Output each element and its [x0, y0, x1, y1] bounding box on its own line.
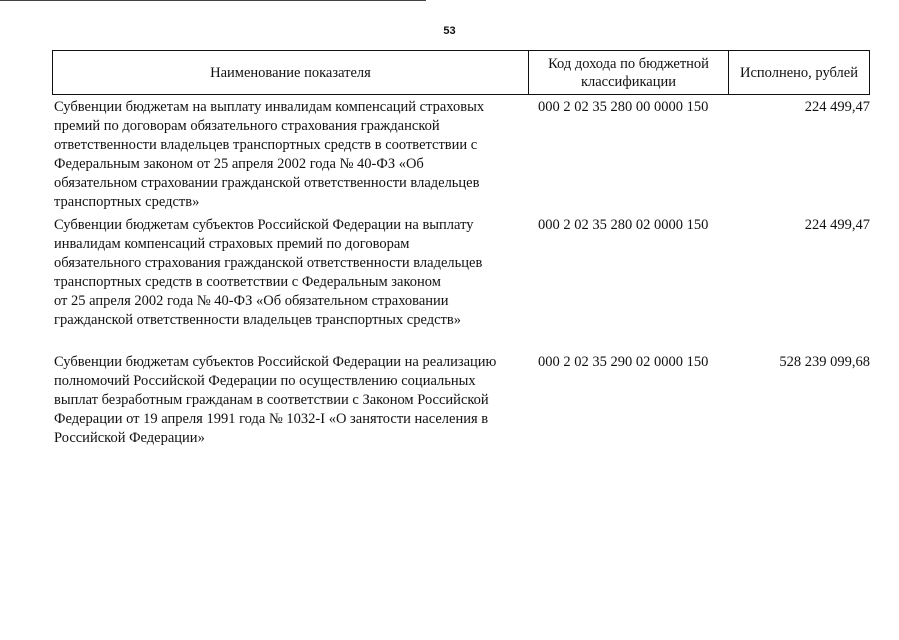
header-name: Наименование показателя	[53, 51, 529, 94]
row-amount: 528 239 099,68	[779, 354, 870, 370]
top-rule	[0, 0, 426, 1]
row-code: 000 2 02 35 290 02 0000 150	[538, 354, 709, 370]
row-code: 000 2 02 35 280 02 0000 150	[538, 217, 709, 233]
page-number: 53	[443, 25, 456, 37]
table-header	[52, 50, 870, 95]
row-amount: 224 499,47	[804, 217, 870, 233]
row-name: Субвенции бюджетам субъектов Российской Федерации на выплату инвалидам компенсаций страховых премий по договорам обязательного страхования гражданской ответственности владельцев транспортных средств в соответствии с Федеральным законом от 25 апреля 2002 года № 40-ФЗ «Об обязательном страховании гражданской ответственности владельцев транспортных средств»	[54, 217, 483, 328]
row-code: 000 2 02 35 280 00 0000 150	[538, 99, 709, 115]
header-code: Код дохода по бюджетной классификации	[529, 51, 729, 94]
row-amount: 224 499,47	[804, 99, 870, 115]
header-amount: Исполнено, рублей	[740, 64, 858, 81]
row-name: Субвенции бюджетам на выплату инвалидам компенсаций страховых премий по договорам обязательного страхования гражданской ответственности владельцев транспортных средств в соответствии с Федеральным законом от 25 апреля 2002 года № 40-ФЗ «Об обязательном страховании гражданской ответственности владельцев транспортных средств»	[54, 99, 485, 210]
row-name: Субвенции бюджетам субъектов Российской Федерации на реализацию полномочий Российской Федерации по осуществлению социальных выплат безработным гражданам в соответствии с Законом Российской Федерации от 19 апреля 1991 года № 1032-I «О занятости населения в Российской Федерации»	[54, 354, 497, 446]
